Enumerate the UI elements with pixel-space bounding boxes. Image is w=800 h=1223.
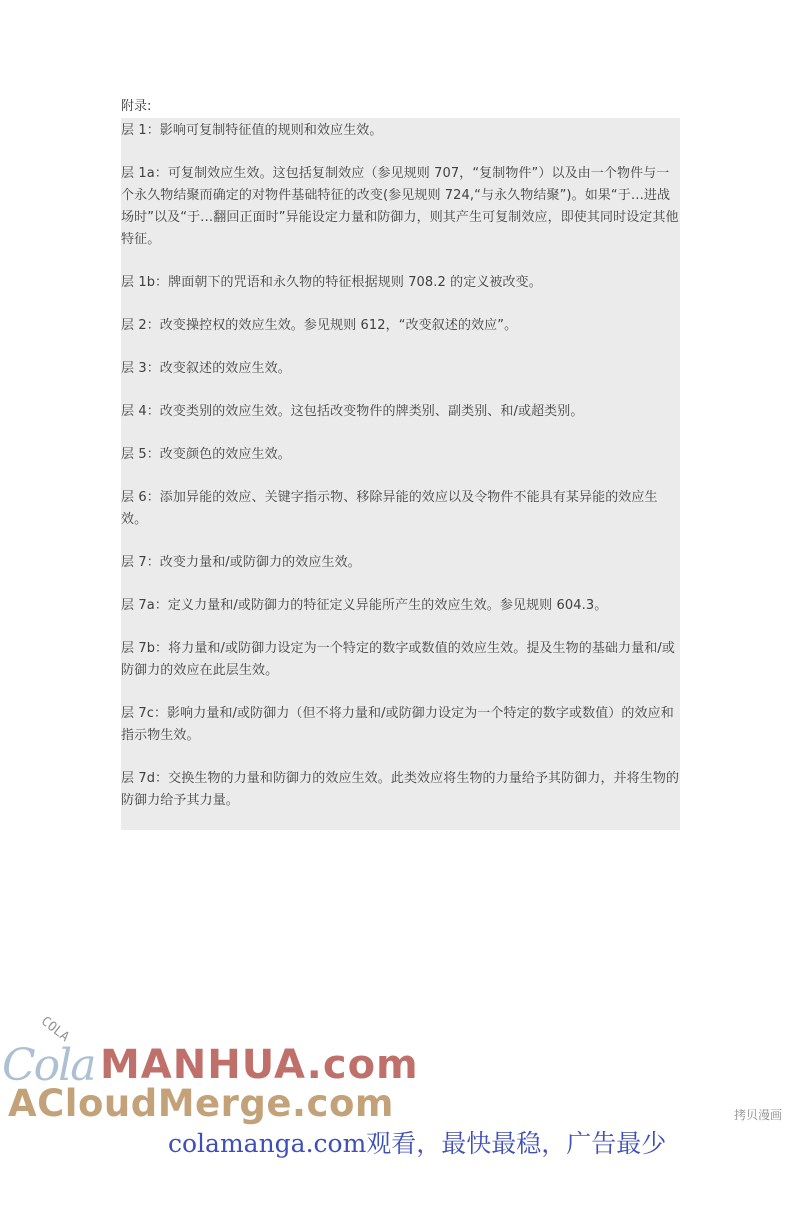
acloudmerge-logo-text: ACloudMerge.com [8, 1082, 394, 1125]
layer-7b-paragraph: 层 7b：将力量和/或防御力设定为一个特定的数字或数值的效应生效。提及生物的基础力量和/或防御力的效应在此层生效。 [121, 641, 675, 678]
manhua-logo-text: MANHUA.com [100, 1042, 419, 1088]
layer-6-paragraph: 层 6：添加异能的效应、关键字指示物、移除异能的效应以及令物件不能具有某异能的效应生效。 [121, 490, 658, 527]
layer-1-paragraph: 层 1：影响可复制特征值的规则和效应生效。 [121, 123, 383, 138]
appendix-heading: 附录: [121, 99, 152, 114]
layer-4-paragraph: 层 4：改变类别的效应生效。这包括改变物件的牌类别、副类别、和/或超类别。 [121, 404, 584, 419]
layer-5-paragraph: 层 5：改变颜色的效应生效。 [121, 447, 291, 462]
layer-2-paragraph: 层 2：改变操控权的效应生效。参见规则 612，“改变叙述的效应”。 [121, 318, 518, 333]
layer-7c-paragraph: 层 7c：影响力量和/或防御力（但不将力量和/或防御力设定为一个特定的数字或数值）的效应和指示物生效。 [121, 706, 674, 743]
layer-7d-paragraph: 层 7d：交换生物的力量和防御力的效应生效。此类效应将生物的力量给予其防御力，并将生物的防御力给予其力量。 [121, 771, 680, 808]
cola-stamp-icon: COLA [37, 1013, 72, 1045]
corner-watermark-text: 拷贝漫画 [734, 1108, 783, 1122]
layer-1b-paragraph: 层 1b：牌面朝下的咒语和永久物的特征根据规则 708.2 的定义被改变。 [121, 275, 542, 290]
site-promo-text: colamanga.com观看，最快最稳，广告最少 [168, 1129, 667, 1158]
site-watermark [0, 1013, 800, 1223]
layer-7a-paragraph: 层 7a：定义力量和/或防御力的特征定义异能所产生的效应生效。参见规则 604.3。 [121, 598, 608, 613]
rules-text-block [121, 118, 680, 830]
layer-7-paragraph: 层 7：改变力量和/或防御力的效应生效。 [121, 555, 361, 570]
layer-3-paragraph: 层 3：改变叙述的效应生效。 [121, 361, 291, 376]
layer-1a-paragraph: 层 1a：可复制效应生效。这包括复制效应（参见规则 707，“复制物件”）以及由一个物件与一个永久物结聚而确定的对物件基础特征的改变(参见规则 724,“与永久物结聚”)。如果“于…进战场时”以及“于…翻回正面时”异能设定力量和防御力，则其产生可复制效应，即使其同时设定其他特征。 [121, 166, 679, 247]
cola-logo-text: Cola [2, 1040, 95, 1091]
